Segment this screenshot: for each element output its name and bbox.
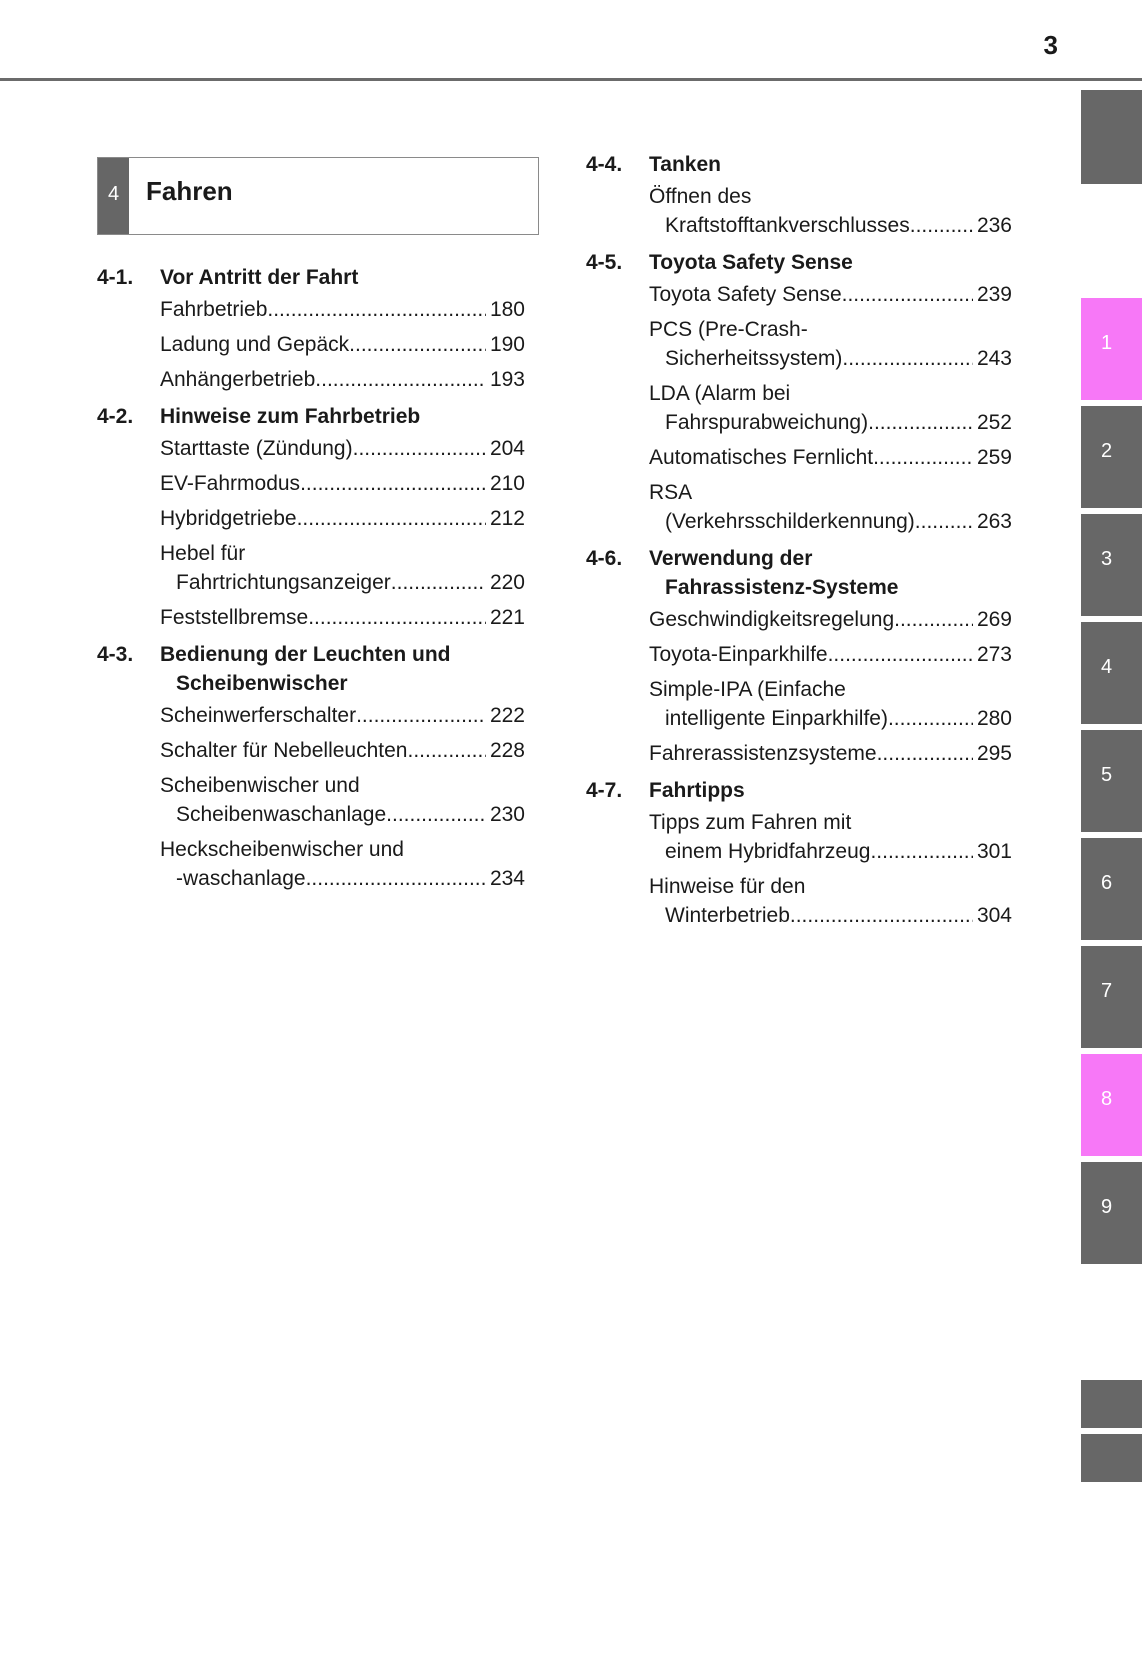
section-title xyxy=(649,776,1012,805)
chapter-tab-blank[interactable] xyxy=(1081,1434,1142,1482)
entry-page-number: 273 xyxy=(976,643,1012,666)
toc-entry xyxy=(160,295,525,324)
entry-line xyxy=(649,901,1012,930)
entry-line xyxy=(160,434,525,463)
dot-leader xyxy=(308,603,486,632)
entry-text: Fahrbetrieb xyxy=(160,298,268,321)
chapter-heading xyxy=(97,157,539,235)
toc-entry xyxy=(160,603,525,632)
dot-leader xyxy=(267,295,486,324)
section-title xyxy=(160,402,525,431)
section-number: 4-3. xyxy=(97,643,134,666)
dot-leader xyxy=(894,605,973,634)
section-number: 4-5. xyxy=(586,251,623,274)
entry-text: Ladung und Gepäck xyxy=(160,333,350,356)
toc-entry xyxy=(160,434,525,463)
entry-line xyxy=(649,837,1012,866)
entry-text: Heckscheibenwischer und xyxy=(160,838,404,861)
dot-leader xyxy=(828,640,973,669)
entry-line xyxy=(649,344,1012,373)
entry-page-number: 301 xyxy=(976,840,1012,863)
entry-line xyxy=(160,800,525,829)
toc-entry xyxy=(160,835,525,893)
section-number: 4-1. xyxy=(97,266,134,289)
toc-section xyxy=(97,263,525,394)
chapter-number: 4 xyxy=(98,158,129,234)
dot-leader xyxy=(356,701,486,730)
toc-entry xyxy=(649,605,1012,634)
toc-entry xyxy=(160,330,525,359)
toc-entry xyxy=(160,469,525,498)
entry-page-number: 204 xyxy=(489,437,525,460)
section-title-line: Verwendung der xyxy=(649,547,813,570)
entry-text: Toyota Safety Sense xyxy=(649,283,842,306)
entry-line xyxy=(160,365,525,394)
entry-page-number: 263 xyxy=(976,510,1012,533)
entry-line xyxy=(160,568,525,597)
entry-text: LDA (Alarm bei xyxy=(649,382,791,405)
section-title-line: Bedienung der Leuchten und xyxy=(160,643,451,666)
section-number: 4-6. xyxy=(586,547,623,570)
entry-line xyxy=(160,701,525,730)
dot-leader xyxy=(842,344,973,373)
chapter-tab-2[interactable]: 2 xyxy=(1081,406,1142,508)
entry-line xyxy=(160,504,525,533)
entry-line xyxy=(160,864,525,893)
entry-page-number: 190 xyxy=(489,333,525,356)
dot-leader xyxy=(870,837,973,866)
section-number: 4-4. xyxy=(586,153,623,176)
toc-entry xyxy=(649,443,1012,472)
entry-text: Winterbetrieb xyxy=(665,904,790,927)
entry-text: (Verkehrsschilderkennung) xyxy=(665,510,915,533)
entry-line xyxy=(160,736,525,765)
chapter-tab-9[interactable]: 9 xyxy=(1081,1162,1142,1264)
section-number: 4-7. xyxy=(586,779,623,802)
toc-section xyxy=(586,248,1012,536)
section-title-line: Vor Antritt der Fahrt xyxy=(160,266,359,289)
section-heading xyxy=(97,263,525,292)
toc-section xyxy=(97,402,525,632)
dot-leader xyxy=(297,504,486,533)
entry-page-number: 239 xyxy=(976,283,1012,306)
entry-text: Kraftstofftankverschlusses xyxy=(665,214,910,237)
entry-line xyxy=(160,330,525,359)
section-title-line: Scheibenwischer xyxy=(176,672,348,695)
entry-text: Feststellbremse xyxy=(160,606,309,629)
toc-right-column xyxy=(586,150,1012,938)
toc-entry xyxy=(160,504,525,533)
entry-text: RSA xyxy=(649,481,693,504)
toc-entry xyxy=(649,739,1012,768)
section-title-line: Toyota Safety Sense xyxy=(649,251,853,274)
entry-text: Fahrtrichtungsanzeiger xyxy=(176,571,391,594)
dot-leader xyxy=(391,568,486,597)
dot-leader xyxy=(888,704,973,733)
chapter-title: Fahren xyxy=(146,176,233,206)
entry-text: Scheinwerferschalter xyxy=(160,704,357,727)
chapter-tab-5[interactable]: 5 xyxy=(1081,730,1142,832)
entry-page-number: 236 xyxy=(976,214,1012,237)
dot-leader xyxy=(790,901,973,930)
dot-leader xyxy=(915,507,973,536)
entry-text: intelligente Einparkhilfe) xyxy=(665,707,888,730)
chapter-tab-8[interactable]: 8 xyxy=(1081,1054,1142,1156)
entry-page-number: 180 xyxy=(489,298,525,321)
section-title-line: Tanken xyxy=(649,153,721,176)
toc-section xyxy=(97,640,525,893)
entry-page-number: 212 xyxy=(489,507,525,530)
dot-leader xyxy=(407,736,485,765)
entry-line xyxy=(649,280,1012,309)
entry-page-number: 221 xyxy=(489,606,525,629)
section-title xyxy=(649,150,1012,179)
entry-line xyxy=(160,469,525,498)
entry-page-number: 304 xyxy=(976,904,1012,927)
chapter-tab-4[interactable]: 4 xyxy=(1081,622,1142,724)
entry-text: einem Hybridfahrzeug xyxy=(665,840,871,863)
entry-text: Hebel für xyxy=(160,542,246,565)
entry-page-number: 269 xyxy=(976,608,1012,631)
dot-leader xyxy=(386,800,486,829)
section-title xyxy=(160,263,525,292)
entry-text: Starttaste (Zündung) xyxy=(160,437,353,460)
chapter-tab-blank[interactable] xyxy=(1081,90,1142,184)
entry-line xyxy=(649,739,1012,768)
toc-entry xyxy=(649,675,1012,733)
chapter-tab-blank[interactable] xyxy=(1081,1380,1142,1428)
dot-leader xyxy=(873,443,973,472)
toc-entry xyxy=(160,365,525,394)
entry-text: Fahrspurabweichung) xyxy=(665,411,869,434)
entry-page-number: 228 xyxy=(489,739,525,762)
entry-line xyxy=(649,443,1012,472)
section-heading xyxy=(586,544,1012,602)
section-heading xyxy=(97,402,525,431)
entry-page-number: 280 xyxy=(976,707,1012,730)
entry-page-number: 210 xyxy=(489,472,525,495)
section-number: 4-2. xyxy=(97,405,134,428)
section-title xyxy=(160,640,525,698)
dot-leader xyxy=(306,864,486,893)
section-title-line: Fahrtipps xyxy=(649,779,745,802)
entry-page-number: 252 xyxy=(976,411,1012,434)
entry-page-number: 230 xyxy=(489,803,525,826)
dot-leader xyxy=(877,739,973,768)
entry-text: Öffnen des xyxy=(649,185,752,208)
entry-page-number: 259 xyxy=(976,446,1012,469)
toc-entry xyxy=(649,478,1012,536)
entry-line xyxy=(649,507,1012,536)
chapter-tab-1[interactable]: 1 xyxy=(1081,298,1142,400)
entry-page-number: 222 xyxy=(489,704,525,727)
header-rule xyxy=(0,78,1142,81)
entry-text: Fahrerassistenzsysteme xyxy=(649,742,877,765)
entry-text: PCS (Pre-Crash- xyxy=(649,318,808,341)
section-heading xyxy=(586,248,1012,277)
page-number: 3 xyxy=(1043,30,1058,60)
entry-text: Geschwindigkeitsregelung xyxy=(649,608,895,631)
chapter-tab-3[interactable]: 3 xyxy=(1081,514,1142,616)
toc-entry xyxy=(160,771,525,829)
entry-page-number: 295 xyxy=(976,742,1012,765)
entry-text: EV-Fahrmodus xyxy=(160,472,301,495)
entry-text: Scheibenwaschanlage xyxy=(176,803,387,826)
toc-entry xyxy=(649,182,1012,240)
entry-text: Tipps zum Fahren mit xyxy=(649,811,852,834)
toc-left-column xyxy=(97,263,525,901)
toc-entry xyxy=(649,315,1012,373)
entry-line xyxy=(160,603,525,632)
entry-line xyxy=(649,408,1012,437)
dot-leader xyxy=(349,330,486,359)
entry-line xyxy=(160,295,525,324)
entry-line xyxy=(649,704,1012,733)
toc-entry xyxy=(160,736,525,765)
section-heading xyxy=(586,150,1012,179)
entry-text: Scheibenwischer und xyxy=(160,774,360,797)
entry-text: -waschanlage xyxy=(176,867,306,890)
entry-text: Anhängerbetrieb xyxy=(160,368,316,391)
entry-page-number: 220 xyxy=(489,571,525,594)
toc-entry xyxy=(160,701,525,730)
entry-text: Sicherheitssystem) xyxy=(665,347,843,370)
dot-leader xyxy=(315,365,486,394)
dot-leader xyxy=(300,469,486,498)
chapter-tab-7[interactable]: 7 xyxy=(1081,946,1142,1048)
section-title-line: Fahrassistenz-Systeme xyxy=(665,576,899,599)
dot-leader xyxy=(910,211,973,240)
toc-entry xyxy=(649,872,1012,930)
section-heading xyxy=(586,776,1012,805)
dot-leader xyxy=(842,280,973,309)
entry-page-number: 193 xyxy=(489,368,525,391)
section-title-line: Hinweise zum Fahrbetrieb xyxy=(160,405,421,428)
dot-leader xyxy=(868,408,973,437)
entry-line xyxy=(649,211,1012,240)
chapter-tab-6[interactable]: 6 xyxy=(1081,838,1142,940)
toc-entry xyxy=(160,539,525,597)
toc-section xyxy=(586,776,1012,930)
entry-text: Automatisches Fernlicht xyxy=(649,446,874,469)
entry-line xyxy=(649,640,1012,669)
section-title xyxy=(649,248,1012,277)
toc-entry xyxy=(649,808,1012,866)
toc-section xyxy=(586,544,1012,768)
toc-entry xyxy=(649,379,1012,437)
entry-text: Hybridgetriebe xyxy=(160,507,297,530)
entry-text: Schalter für Nebelleuchten xyxy=(160,739,408,762)
entry-line xyxy=(649,605,1012,634)
toc-section xyxy=(586,150,1012,240)
dot-leader xyxy=(353,434,486,463)
section-heading xyxy=(97,640,525,698)
toc-entry xyxy=(649,280,1012,309)
toc-entry xyxy=(649,640,1012,669)
entry-page-number: 243 xyxy=(976,347,1012,370)
entry-text: Toyota-Einparkhilfe xyxy=(649,643,828,666)
entry-text: Hinweise für den xyxy=(649,875,806,898)
entry-text: Simple-IPA (Einfache xyxy=(649,678,846,701)
section-title xyxy=(649,544,1012,602)
entry-page-number: 234 xyxy=(489,867,525,890)
